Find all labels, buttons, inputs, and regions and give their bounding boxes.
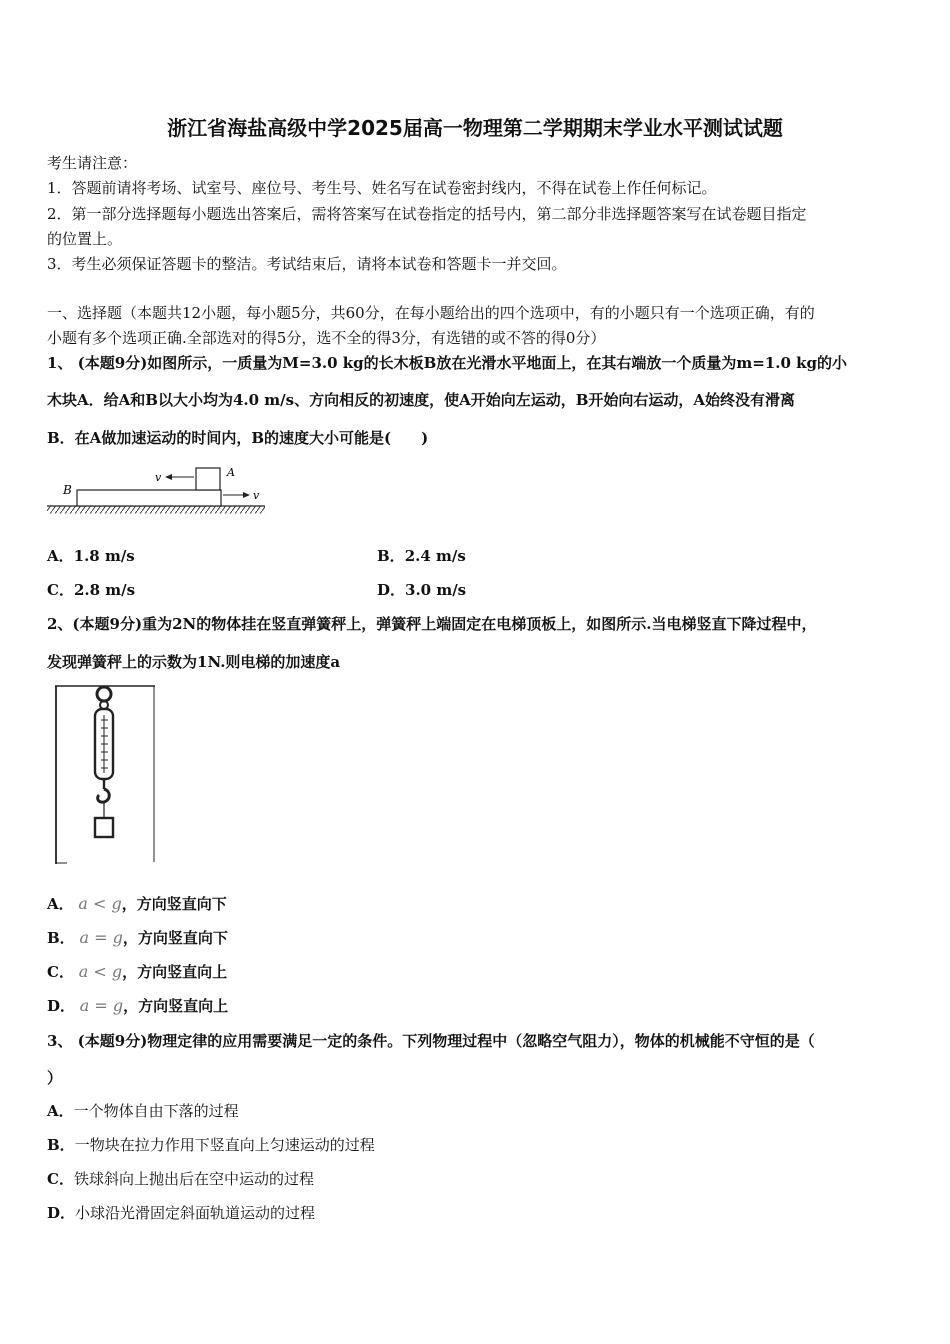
option-math: a < g [78, 894, 122, 913]
option-label: B． [47, 929, 75, 947]
notice-item-3: 3．考生必须保证答题卡的整洁。考试结束后，请将本试卷和答题卡一并交回。 [47, 255, 567, 273]
label-v-left: v [155, 471, 162, 484]
option-text: 2.8 m/s [73, 581, 136, 599]
option-text: ，方向竖直向下 [121, 895, 227, 913]
q3-option-a [47, 1100, 239, 1121]
option-label: A． [47, 895, 74, 913]
notice-item-1: 1．答题前请将考场、试室号、座位号、考生号、姓名写在试卷密封线内，不得在试卷上作任何标记。 [47, 179, 717, 197]
section-intro-line-2: 小题有多个选项正确.全部选对的得5分，选不全的得3分，有选错的或不答的得0分） [47, 329, 606, 347]
hanging-weight [95, 818, 113, 837]
label-b: B [63, 483, 72, 497]
scale-ring [97, 687, 111, 701]
option-text: 2.4 m/s [404, 547, 466, 565]
option-label: B． [377, 547, 405, 565]
section-intro-line-1: 一、选择题（本题共12小题，每小题5分，共60分，在每小题给出的四个选项中，有的小题只有一个选项正确，有的 [47, 304, 815, 322]
option-text: 3.0 m/s [405, 581, 467, 599]
option-label: C． [47, 963, 74, 981]
q2-option-b [47, 927, 228, 948]
q2-line-1: 2、(本题9分)重为2N的物体挂在竖直弹簧秤上，弹簧秤上端固定在电梯顶板上，如图所示.当电梯竖直下降过程中， [47, 615, 817, 633]
option-label: A． [47, 547, 74, 565]
scale-hook [98, 789, 110, 802]
q2-option-d [47, 995, 228, 1016]
board-b [77, 490, 221, 506]
arrow-left-head [165, 474, 172, 480]
q2-option-c [47, 961, 227, 982]
option-label: D． [47, 1204, 76, 1222]
option-text: ，方向竖直向上 [123, 997, 229, 1015]
label-v-right: v [253, 489, 260, 502]
q3-line-1: 3、 (本题9分)物理定律的应用需要满足一定的条件。下列物理过程中（忽略空气阻力），物体的机械能不守恒的是（ [47, 1032, 815, 1050]
q2-line-2: 发现弹簧秤上的示数为1N.则电梯的加速度a [47, 653, 341, 671]
option-math: a < g [78, 962, 123, 981]
option-text: 一物块在拉力作用下竖直向上匀速运动的过程 [74, 1136, 375, 1154]
q1-board-block-figure [47, 462, 269, 518]
q3-line-2: ） [47, 1069, 63, 1087]
q2-option-a [47, 893, 227, 914]
option-text: 一个物体自由下落的过程 [73, 1102, 239, 1120]
option-text: 小球沿光滑固定斜面轨道运动的过程 [75, 1204, 316, 1222]
q1-option-d [377, 579, 466, 600]
q1-line-2: 木块A．给A和B以大小均为4.0 m/s、方向相反的初速度，使A开始向左运动，B开始向右运动，A始终没有滑离 [47, 391, 796, 409]
q3-option-c [47, 1168, 314, 1189]
option-label: D． [47, 997, 76, 1015]
q2-spring-scale-figure [53, 684, 157, 866]
block-a [196, 468, 220, 490]
q1-line-3: B．在A做加速运动的时间内，B的速度大小可能是( ) [47, 429, 429, 447]
ground-hatch [47, 507, 265, 514]
option-label: A． [47, 1102, 74, 1120]
label-a: A [227, 466, 235, 479]
option-label: B． [47, 1136, 75, 1154]
page-title: 浙江省海盐高级中学2025届高一物理第二学期期末学业水平测试试题 [167, 116, 783, 140]
option-label: D． [377, 581, 406, 599]
option-math: a = g [79, 996, 124, 1015]
option-text: ，方向竖直向上 [122, 963, 228, 981]
q1-option-c [47, 579, 135, 600]
option-label: C． [47, 581, 74, 599]
q1-option-b [377, 545, 466, 566]
option-label: C． [47, 1170, 74, 1188]
notice-heading: 考生请注意： [47, 154, 138, 172]
option-text: 铁球斜向上抛出后在空中运动的过程 [73, 1170, 314, 1188]
q3-option-d [47, 1202, 315, 1223]
arrow-right-head [243, 492, 250, 498]
notice-item-2-cont: 的位置上。 [47, 230, 123, 248]
notice-item-2: 2．第一部分选择题每小题选出答案后，需将答案写在试卷指定的括号内，第二部分非选择题答案写在试卷题目指定 [47, 205, 807, 223]
q1-line-1: 1、 (本题9分)如图所示，一质量为M=3.0 kg的长木板B放在光滑水平地面上，在其右端放一个质量为m=1.0 kg的小 [47, 354, 847, 372]
q1-option-a [47, 545, 135, 566]
option-text: 1.8 m/s [73, 547, 135, 565]
q3-option-b [47, 1134, 375, 1155]
option-math: a = g [79, 928, 123, 947]
option-text: ，方向竖直向下 [122, 929, 228, 947]
